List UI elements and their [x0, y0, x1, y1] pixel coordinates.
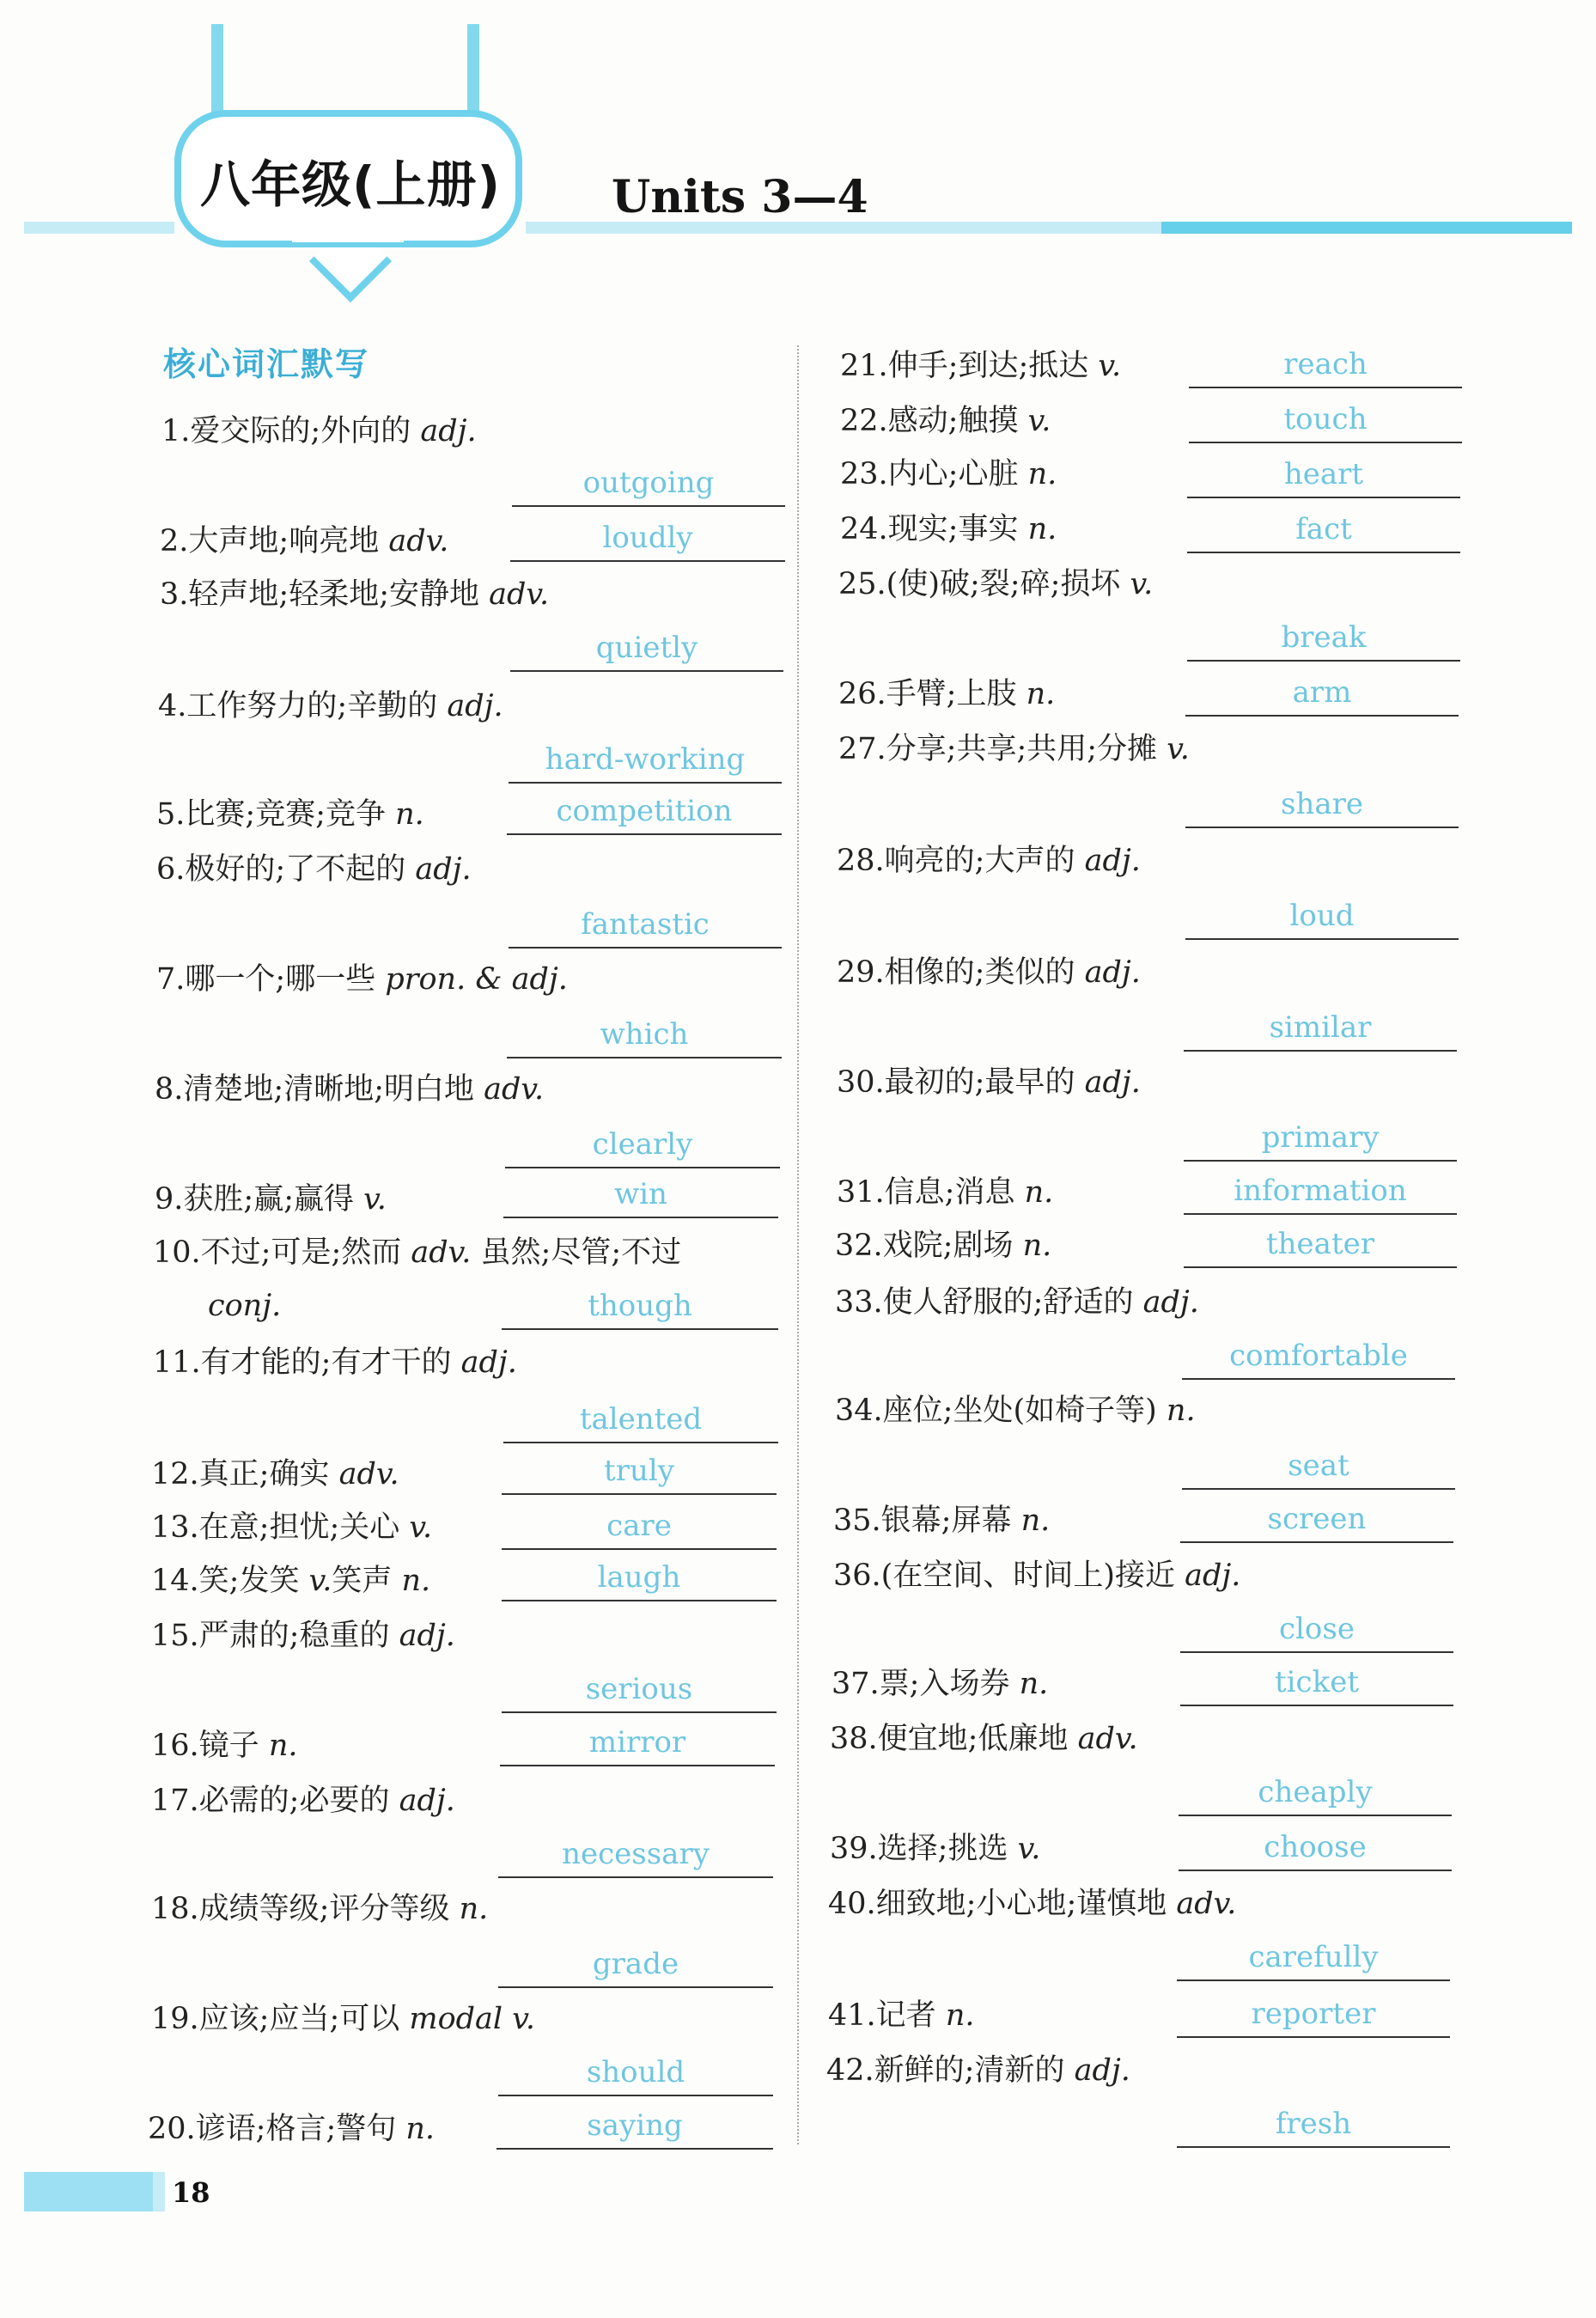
item-number: 33.: [835, 1285, 883, 1320]
vocab-item: [835, 1280, 1199, 1325]
item-number: 8.: [155, 1072, 184, 1107]
answer-blank[interactable]: primary: [1184, 1115, 1457, 1162]
part-of-speech: adj.: [399, 1784, 455, 1818]
chinese-meaning: 必需的;必要的: [198, 1784, 399, 1818]
item-number: 29.: [837, 955, 885, 990]
vocab-prompt: [833, 1504, 1050, 1538]
chinese-meaning: 新鲜的;清新的: [874, 2053, 1075, 2088]
chinese-meaning: 镜子: [198, 1729, 269, 1763]
chinese-meaning: (使)破;裂;碎;损坏: [886, 567, 1130, 601]
answer-blank[interactable]: quietly: [510, 625, 783, 672]
chinese-meaning: 笑;发笑: [198, 1564, 309, 1598]
vocab-prompt: [840, 404, 1051, 438]
vocab-prompt: [837, 1175, 1053, 1210]
answer-blank[interactable]: comfortable: [1182, 1333, 1455, 1380]
vocab-item: [828, 1882, 1236, 1926]
vocab-item: [158, 684, 503, 729]
part-of-speech: v.: [1130, 567, 1154, 601]
item-number: 27.: [838, 732, 886, 766]
answer-blank[interactable]: break: [1187, 615, 1460, 662]
part-of-speech: n.: [1027, 512, 1057, 546]
item-number: 23.: [840, 457, 888, 491]
chinese-meaning: 票;入场券: [879, 1667, 1020, 1701]
item-number: 40.: [828, 1887, 876, 1921]
item-number: 42.: [826, 2053, 874, 2088]
item-number: 15.: [151, 1619, 199, 1653]
item-number: 4.: [158, 689, 187, 723]
part-of-speech: n.: [1027, 457, 1057, 491]
chinese-meaning: 轻声地;轻柔地;安静地: [188, 577, 490, 612]
vocab-item: [840, 399, 1051, 443]
part-of-speech: adj.: [399, 1619, 455, 1653]
vocab-prompt: [837, 844, 1141, 878]
item-number: 7.: [156, 962, 186, 997]
answer-blank[interactable]: which: [507, 1012, 782, 1058]
vocab-prompt: [151, 1510, 432, 1545]
answer-blank[interactable]: laugh: [502, 1555, 777, 1601]
vocab-item: [155, 1067, 544, 1112]
chinese-meaning: 戏院;剧场: [882, 1229, 1023, 1263]
answer-blank[interactable]: loud: [1185, 894, 1459, 940]
vocab-item: [837, 839, 1141, 883]
answer-blank[interactable]: necessary: [498, 1832, 773, 1878]
vocab-prompt: [837, 1065, 1141, 1100]
vocab-prompt: [151, 2002, 535, 2036]
chinese-meaning: 相像的;类似的: [884, 955, 1085, 990]
part-of-speech: n.: [268, 1729, 298, 1763]
answer-blank[interactable]: heart: [1187, 452, 1460, 498]
vocab-item: [840, 344, 1121, 388]
vocab-prompt: [830, 1832, 1040, 1866]
vocab-prompt: [156, 797, 424, 832]
vocab-prompt: [828, 1998, 974, 2033]
item-number: 41.: [828, 1998, 876, 2033]
answer-blank[interactable]: clearly: [505, 1122, 780, 1168]
page-number: 18: [172, 2176, 210, 2209]
answer-blank[interactable]: serious: [502, 1667, 777, 1713]
answer-blank[interactable]: cheaply: [1179, 1770, 1452, 1816]
item-number: 12.: [151, 1457, 199, 1491]
answer-blank[interactable]: carefully: [1177, 1935, 1450, 1981]
vocab-item: [833, 1498, 1050, 1543]
item-number: 2.: [160, 524, 189, 558]
part-of-speech: n.: [401, 1564, 431, 1598]
chinese-meaning: 便宜地;低廉地: [877, 1722, 1078, 1756]
footer-bar: [24, 2172, 153, 2211]
chinese-meaning: 有才能的;有才干的: [200, 1345, 461, 1380]
chinese-meaning: 最初的;最早的: [884, 1065, 1085, 1100]
vocab-prompt: [155, 1072, 544, 1107]
part-of-speech: adv.: [338, 1457, 399, 1491]
part-of-speech: adj.: [420, 414, 477, 448]
chinese-meaning: 不过;可是;然而: [200, 1235, 411, 1270]
answer-blank[interactable]: win: [503, 1172, 778, 1218]
part-of-speech: v.: [1017, 1832, 1041, 1866]
item-number: 9.: [155, 1182, 184, 1217]
vocab-item: [837, 950, 1141, 995]
header-rail-left: [24, 222, 174, 234]
answer-blank[interactable]: ticket: [1180, 1660, 1453, 1706]
item-number: 11.: [153, 1345, 201, 1380]
part-of-speech: v.: [308, 1564, 332, 1598]
item-number: 31.: [837, 1175, 885, 1210]
answer-blank[interactable]: theater: [1184, 1222, 1457, 1268]
chinese-meaning: 细致地;小心地;谨慎地: [875, 1887, 1177, 1921]
part-of-speech: n.: [1166, 1394, 1196, 1428]
vocab-prompt: [838, 677, 1055, 711]
answer-blank[interactable]: competition: [507, 789, 782, 835]
vocab-item: [835, 1223, 1051, 1268]
column-divider: [797, 345, 799, 2144]
vocab-item: [148, 2107, 435, 2151]
chinese-meaning: (在空间、时间上)接近: [880, 1559, 1185, 1593]
header-hanger-right: [467, 24, 479, 120]
answer-blank[interactable]: screen: [1180, 1497, 1453, 1543]
chinese-meaning: 笑声: [332, 1564, 402, 1598]
chinese-meaning: 获胜;赢;赢得: [183, 1182, 364, 1217]
item-number: 24.: [840, 512, 888, 546]
item-number: 39.: [830, 1832, 878, 1866]
item-number: 1.: [161, 414, 191, 448]
part-of-speech: n.: [1024, 1175, 1054, 1210]
part-of-speech: v.: [363, 1182, 387, 1217]
answer-blank[interactable]: choose: [1179, 1825, 1452, 1871]
answer-blank[interactable]: hard-working: [509, 737, 782, 784]
part-of-speech: v.: [1027, 404, 1051, 438]
answer-blank[interactable]: fact: [1187, 507, 1460, 553]
part-of-speech: adv.: [489, 577, 550, 612]
vocab-prompt: [837, 955, 1141, 990]
part-of-speech: adj.: [1074, 2053, 1130, 2088]
part-of-speech: adv.: [411, 1235, 472, 1270]
part-of-speech: adj.: [1084, 955, 1141, 990]
chinese-meaning: 银幕;屏幕: [880, 1504, 1021, 1538]
vocab-prompt: [835, 1229, 1051, 1263]
vocab-prompt: [151, 1784, 455, 1818]
vocab-prompt: [833, 1559, 1240, 1593]
vocab-item: [840, 507, 1057, 552]
answer-blank[interactable]: mirror: [500, 1720, 775, 1766]
part-of-speech: n.: [395, 797, 424, 832]
vocab-prompt: [158, 689, 503, 723]
item-number: 14.: [151, 1564, 199, 1598]
vocab-prompt: [832, 1667, 1048, 1701]
chinese-meaning: 座位;坐处(如椅子等): [882, 1394, 1167, 1428]
part-of-speech: adj.: [1084, 844, 1141, 878]
part-of-speech: adv.: [1176, 1887, 1237, 1921]
answer-blank[interactable]: seat: [1182, 1443, 1455, 1490]
answer-blank[interactable]: talented: [503, 1397, 778, 1443]
answer-blank[interactable]: fresh: [1177, 2101, 1450, 2148]
answer-blank[interactable]: fantastic: [509, 902, 782, 949]
chinese-meaning: 工作努力的;辛勤的: [186, 689, 448, 723]
item-number: 38.: [830, 1722, 878, 1756]
vocab-item: [153, 1340, 517, 1385]
answer-blank[interactable]: truly: [502, 1449, 777, 1495]
vocab-prompt: [151, 1457, 399, 1491]
vocab-item: [833, 1553, 1240, 1598]
chinese-meaning: 成绩等级;评分等级: [198, 1892, 460, 1926]
vocab-item: [840, 452, 1057, 497]
part-of-speech: n.: [1026, 677, 1056, 711]
chinese-meaning: 使人舒服的;舒适的: [882, 1285, 1143, 1320]
part-of-speech: adj.: [460, 1345, 517, 1380]
part-of-speech: n.: [405, 2112, 436, 2146]
vocab-prompt: [838, 567, 1153, 601]
part-of-speech: v.: [409, 1510, 433, 1545]
vocab-item: [155, 1177, 387, 1222]
item-number: 32.: [835, 1229, 883, 1263]
vocab-item: [838, 562, 1153, 607]
part-of-speech: conj.: [208, 1289, 282, 1323]
part-of-speech: n.: [1019, 1667, 1049, 1701]
item-number: 28.: [837, 844, 885, 878]
vocab-prompt: [161, 414, 477, 448]
vocab-prompt: [156, 962, 568, 997]
vocab-item: [153, 1230, 681, 1275]
vocab-prompt: [155, 1182, 387, 1217]
vocab-prompt: [153, 1235, 681, 1270]
chinese-meaning: 比赛;竞赛;竞争: [185, 797, 396, 832]
answer-blank[interactable]: share: [1185, 782, 1459, 828]
answer-blank[interactable]: saying: [496, 2103, 773, 2150]
vocab-prompt: [156, 852, 472, 887]
vocab-item: [826, 2048, 1130, 2093]
item-number: 18.: [151, 1892, 199, 1926]
part-of-speech: adj.: [1084, 1065, 1141, 1100]
vocab-prompt: [828, 1887, 1236, 1921]
part-of-speech: v.: [1098, 349, 1122, 383]
part-of-speech: adj.: [1142, 1285, 1199, 1320]
vocab-item: [151, 1723, 297, 1768]
item-number: 19.: [151, 2002, 199, 2036]
item-number: 3.: [160, 577, 189, 612]
chinese-meaning: 清楚地;清晰地;明白地: [183, 1072, 484, 1107]
chinese-meaning: 伸手;到达;抵达: [887, 349, 1099, 383]
answer-blank[interactable]: similar: [1184, 1005, 1457, 1052]
part-of-speech: n.: [459, 1892, 489, 1926]
chinese-meaning: 真正;确实: [198, 1457, 339, 1491]
part-of-speech: n.: [945, 1998, 975, 2033]
item-number: 10.: [153, 1235, 201, 1270]
vocab-prompt: [151, 1619, 455, 1653]
vocab-item: [837, 1170, 1053, 1215]
vocab-prompt: [830, 1722, 1138, 1756]
vocab-item: [838, 727, 1190, 772]
chinese-meaning: 响亮的;大声的: [884, 844, 1085, 878]
vocab-prompt: [840, 457, 1057, 491]
vocab-item: [151, 1505, 432, 1550]
chinese-meaning: 手臂;上肢: [886, 677, 1026, 711]
item-number: 22.: [840, 404, 888, 438]
vocab-item: [832, 1662, 1048, 1706]
vocab-item: [151, 1452, 399, 1497]
chinese-meaning: 应该;应当;可以: [198, 2002, 410, 2036]
item-number: 17.: [151, 1784, 199, 1818]
chinese-meaning: 极好的;了不起的: [185, 852, 416, 887]
vocab-item: [160, 519, 448, 564]
item-number: 35.: [833, 1504, 881, 1538]
vocab-item: [828, 1993, 974, 2038]
part-of-speech: pron. & adj.: [385, 962, 568, 997]
chinese-meaning: 记者: [875, 1998, 946, 2033]
chinese-meaning: 大声地;响亮地: [188, 524, 389, 558]
chinese-meaning: 信息;消息: [884, 1175, 1025, 1210]
item-number: 20.: [148, 2112, 196, 2146]
vocab-item: [160, 572, 549, 617]
chinese-meaning: 内心;心脏: [887, 457, 1028, 491]
vocab-item: [156, 847, 472, 892]
part-of-speech: adv.: [1077, 1722, 1138, 1756]
part-of-speech: n.: [1022, 1229, 1052, 1263]
vocab-prompt: [826, 2053, 1130, 2088]
grade-badge-joint: [292, 225, 404, 242]
answer-blank[interactable]: reach: [1189, 342, 1462, 388]
vocab-prompt: [151, 1892, 488, 1926]
header-rail-right: [1161, 222, 1572, 234]
vocab-prompt: [148, 2112, 435, 2146]
chinese-meaning: 现实;事实: [887, 512, 1028, 546]
part-of-speech: adj.: [1185, 1559, 1241, 1593]
item-number: 21.: [840, 349, 888, 383]
item-number: 13.: [151, 1510, 199, 1545]
vocab-prompt: [160, 577, 549, 612]
vocab-prompt: [838, 732, 1190, 766]
vocab-item: [151, 1997, 535, 2041]
vocab-prompt: [835, 1394, 1196, 1428]
answer-blank[interactable]: outgoing: [512, 461, 785, 507]
vocab-prompt: [151, 1564, 430, 1598]
part-of-speech: adv.: [484, 1072, 545, 1107]
vocab-item: [837, 1060, 1141, 1105]
part-of-speech: modal v.: [409, 2002, 535, 2036]
item-number: 26.: [838, 677, 886, 711]
vocab-item: [151, 1887, 488, 1931]
part-of-speech: n.: [1020, 1504, 1051, 1538]
item-number: 5.: [156, 797, 186, 832]
vocab-item: [830, 1717, 1138, 1761]
part-of-speech: adv.: [388, 524, 449, 558]
vocab-item: [151, 1613, 455, 1658]
answer-blank[interactable]: should: [498, 2050, 773, 2096]
answer-blank[interactable]: reporter: [1177, 1992, 1450, 2038]
vocab-item: [156, 957, 568, 1002]
vocab-item: [151, 1559, 430, 1603]
answer-blank[interactable]: though: [502, 1284, 778, 1330]
vocab-prompt: [160, 524, 448, 558]
vocab-item: [838, 672, 1055, 717]
section-title: 核心词汇默写: [163, 345, 370, 383]
chinese-meaning: 爱交际的;外向的: [190, 414, 421, 448]
answer-blank[interactable]: information: [1184, 1168, 1457, 1215]
item-number: 36.: [833, 1559, 881, 1593]
chinese-meaning: 感动;触摸: [887, 404, 1028, 438]
part-of-speech: v.: [1167, 732, 1190, 766]
vocab-item: [830, 1827, 1040, 1871]
vocab-item: [156, 792, 424, 837]
item-number: 6.: [156, 852, 186, 887]
answer-blank[interactable]: loudly: [510, 515, 785, 562]
chinese-meaning: 在意;担忧;关心: [198, 1510, 410, 1545]
answer-blank[interactable]: arm: [1185, 670, 1459, 717]
answer-blank[interactable]: care: [502, 1504, 777, 1550]
item-number: 34.: [835, 1394, 883, 1428]
vocab-prompt: [835, 1285, 1199, 1320]
vocab-prompt: [151, 1729, 297, 1763]
part-of-speech: adj.: [415, 852, 472, 887]
answer-blank[interactable]: close: [1180, 1607, 1453, 1653]
answer-blank[interactable]: grade: [498, 1942, 773, 1988]
chinese-meaning: 严肃的;稳重的: [198, 1619, 399, 1653]
item-number: 30.: [837, 1065, 885, 1100]
answer-blank[interactable]: touch: [1189, 397, 1462, 443]
part-of-speech: adj.: [447, 689, 503, 723]
unit-title: Units 3—4: [612, 171, 868, 223]
vocab-item: [161, 409, 477, 454]
item-number: 25.: [838, 567, 886, 601]
vocab-item: [835, 1388, 1196, 1433]
item-number: 16.: [151, 1729, 199, 1763]
chinese-meaning: 虽然;尽管;不过: [471, 1235, 682, 1270]
item-number: 37.: [832, 1667, 880, 1701]
chinese-meaning: 哪一个;哪一些: [185, 962, 386, 997]
chinese-meaning: 谚语;格言;警句: [195, 2112, 406, 2146]
grade-title: 八年级(上册): [199, 156, 502, 214]
vocab-prompt: [840, 512, 1057, 546]
vocab-prompt: [840, 349, 1121, 383]
vocab-item: [151, 1778, 455, 1823]
chinese-meaning: 分享;共享;共用;分摊: [886, 732, 1167, 766]
vocab-prompt: [153, 1345, 517, 1380]
footer-bar-cap: [153, 2172, 165, 2211]
header-hanger-left: [211, 24, 223, 120]
chinese-meaning: 选择;挑选: [877, 1832, 1018, 1866]
